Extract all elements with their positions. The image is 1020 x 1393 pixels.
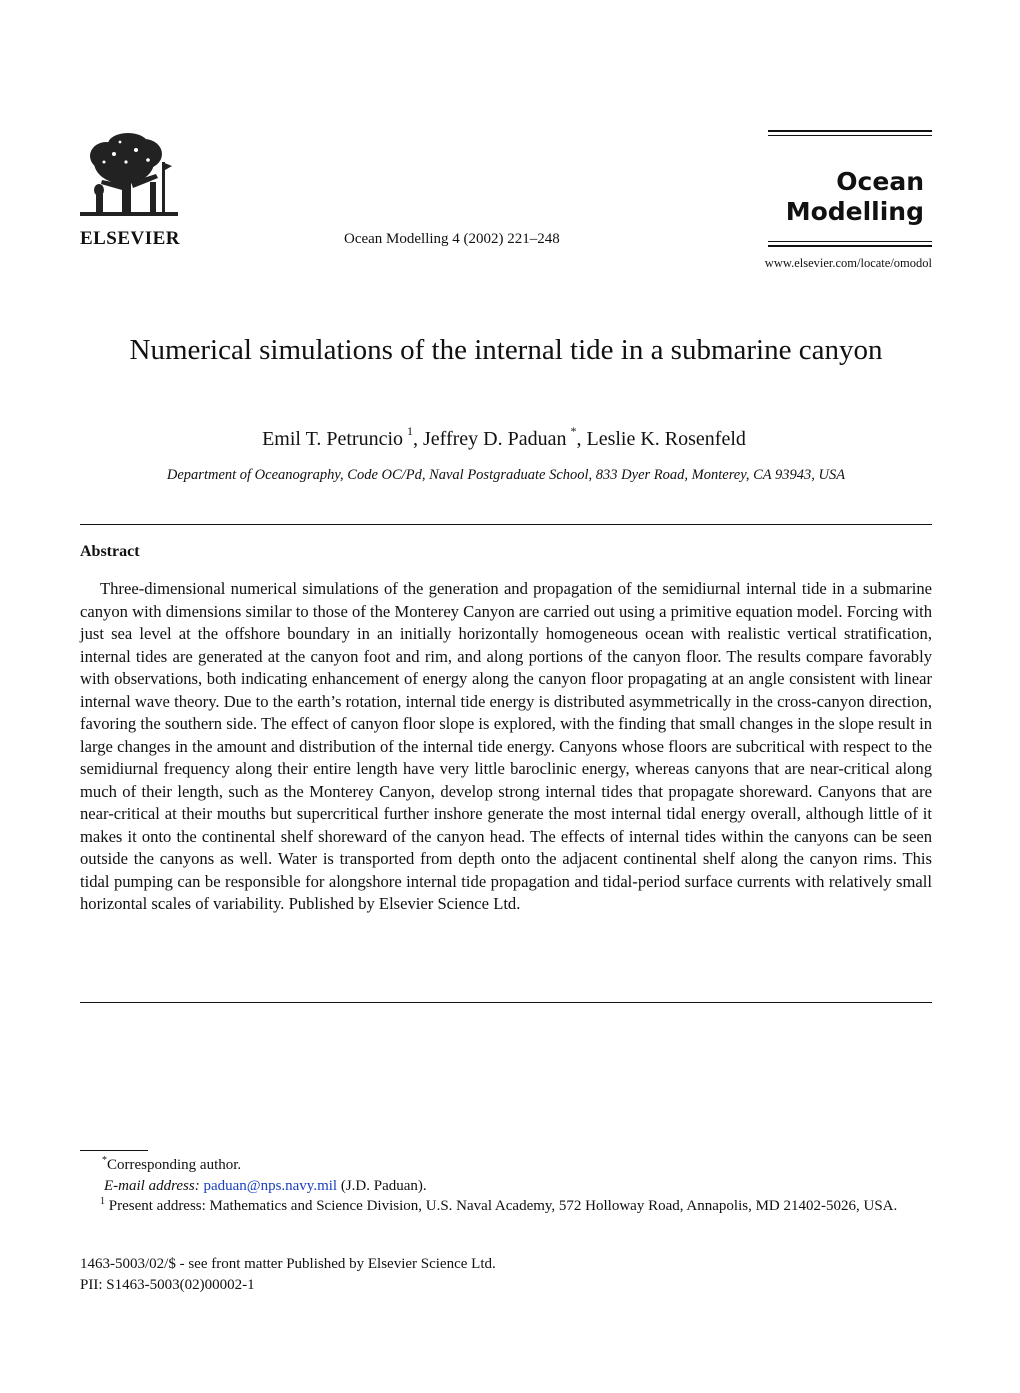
author-mark: * — [570, 424, 577, 438]
journal-brand-line2: Modelling — [785, 197, 924, 226]
author-name: Leslie K. Rosenfeld — [586, 428, 746, 450]
author-name: Emil T. Petruncio — [262, 428, 404, 450]
divider — [80, 524, 932, 525]
journal-brand — [768, 130, 932, 250]
abstract-text: Three-dimensional numerical simulations of the generation and propagation of the semidiurnal internal tide in a submarine canyon with dimensions similar to those of the Monterey Canyon are carried out using a primitive equation model. Forcing with just sea level at the offshore boundary in an initially horizontally homogeneous ocean with realistic vertical stratification, internal tides are generated at the canyon foot and rim, and along portions of the canyon floor. The results compare favorably with observations, both indicating enhancement of energy along the canyon floor propagating at an angle consistent with linear internal wave theory. Due to the earth’s rotation, internal tide energy is distributed asymmetrically in the cross-canyon direction, favoring the southern side. The effect of canyon floor slope is explored, with the finding that small changes in the slope result in large changes in the amount and distribution of the internal tide energy. Canyons whose floors are subcritical with respect to the semidiurnal frequency along their entire length have very little baroclinic energy, whereas canyons that are near-critical along much of their length, such as the Monterey Canyon, develop strong internal tides that propagate shoreward. Canyons that are near-critical at their mouths but supercritical further inshore generate the most internal tidal energy overall, although little of it makes it onto the continental shelf shoreward of the canyon head. The effects of internal tides within the canyons can be seen outside the canyons as well. Water is transported from depth onto the adjacent continental shelf along the canyon rims. This tidal pumping can be responsible for alongshore internal tide propagation and tidal-period surface currents with relatively small horizontal scales of variability. Published by Elsevier Science Ltd. — [80, 579, 932, 913]
footnote-corresponding-author — [80, 1155, 932, 1176]
divider — [80, 1002, 932, 1003]
affiliation: Department of Oceanography, Code OC/Pd, Naval Postgraduate School, 833 Dyer Road, Monterey, CA 93943, USA — [166, 467, 846, 483]
journal-brand-line1: Ocean — [836, 167, 924, 196]
email-owner: (J.D. Paduan). — [340, 1178, 427, 1194]
pii-line: PII: S1463-5003(02)00002-1 — [80, 1277, 255, 1293]
author-name: Jeffrey D. Paduan — [423, 428, 567, 450]
journal-brand-name — [768, 139, 932, 227]
journal-citation: Ocean Modelling 4 (2002) 221–248 — [344, 231, 560, 247]
footnote-mark: 1 — [100, 1196, 105, 1207]
brand-rule — [768, 135, 932, 136]
footnote-mark: * — [102, 1155, 107, 1166]
author-separator: , — [413, 428, 424, 450]
author-list — [80, 424, 932, 451]
tree-emblem-icon — [78, 132, 182, 228]
footnote-text: Corresponding author. — [107, 1157, 242, 1173]
issn-line: 1463-5003/02/$ - see front matter Published by Elsevier Science Ltd. — [80, 1256, 496, 1272]
footnote-divider — [80, 1150, 148, 1151]
footnote-present-address — [80, 1196, 932, 1217]
brand-rule — [768, 241, 932, 242]
publisher-name: ELSEVIER — [79, 228, 181, 249]
abstract-heading: Abstract — [80, 543, 140, 560]
brand-rule — [768, 245, 932, 247]
paper-title: Numerical simulations of the internal tide in a submarine canyon — [129, 334, 883, 366]
email-label: E-mail address: — [104, 1178, 200, 1194]
footnote-text: Present address: Mathematics and Science Division, U.S. Naval Academy, 572 Holloway Road, Annapolis, MD 21402-5026, USA. — [108, 1198, 898, 1214]
author-mark: 1 — [407, 424, 414, 438]
brand-rule — [768, 130, 932, 132]
author-separator: , — [576, 428, 587, 450]
journal-url-link[interactable]: www.elsevier.com/locate/omodol — [764, 256, 932, 270]
email-link[interactable]: paduan@nps.navy.mil — [203, 1178, 338, 1194]
footnote-email — [80, 1176, 932, 1197]
